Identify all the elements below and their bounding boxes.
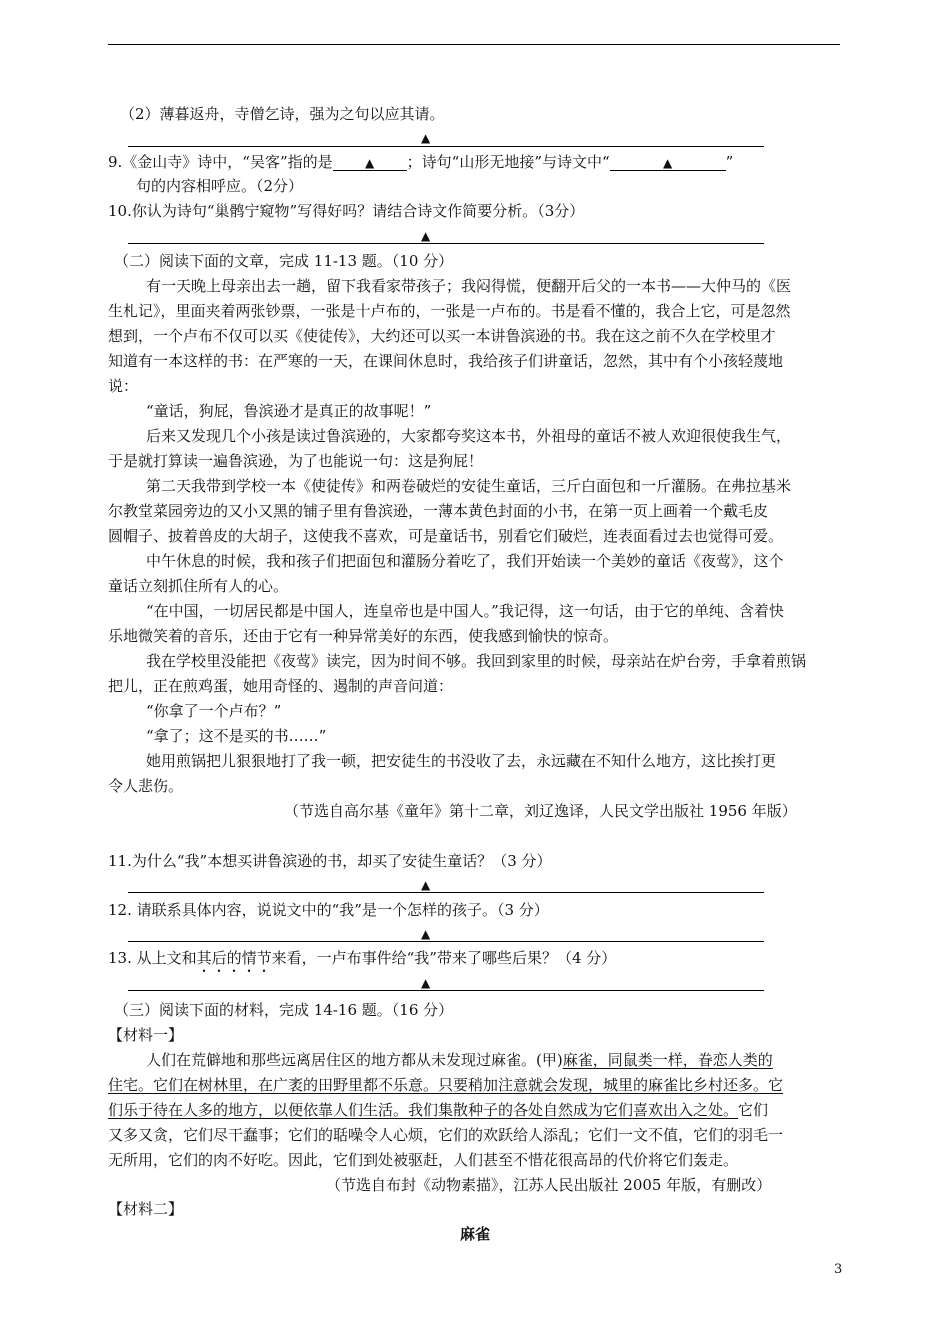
passage-line: 乐地微笑着的音乐，还由于它有一种异常美好的东西，使我感到愉快的惊奇。: [108, 627, 619, 645]
question-11: 11.为什么“我”本想买讲鲁滨逊的书，却买了安徒生童话？（3 分）: [108, 852, 552, 870]
passage-line: 生札记》，里面夹着两张钞票，一张是十卢布的，一张是一卢布的。书是看不懂的，我合上它，可是忽然: [108, 302, 791, 320]
question-10: 10.你认为诗句“巢鹘宁窥物”写得好吗？请结合诗文作简要分析。（3分）: [108, 202, 585, 220]
passage-line: “在中国，一切居民都是中国人，连皇帝也是中国人。”我记得，这一句话，由于它的单纯、含着快: [146, 602, 784, 620]
question-9-text-1: 9.《金山寺》诗中，“吴客”指的是: [108, 153, 333, 171]
material-2-label: 【材料二】: [108, 1200, 184, 1218]
answer-marker-icon: ▲: [421, 131, 431, 145]
passage-line: 她用煎锅把儿狠狠地打了我一顿，把安徒生的书没收了去，永远藏在不知什么地方，这比挨打更: [146, 752, 777, 770]
section-3-heading: （三）阅读下面的材料，完成 14-16 题。（16 分）: [114, 1001, 454, 1019]
material-1-line-5: 无所用，它们的肉不好吃。因此，它们到处被驱赶，人们甚至不惜花很高昂的代价将它们轰走。: [108, 1151, 739, 1169]
answer-marker-icon: ▲: [365, 156, 375, 170]
blank-9-2[interactable]: [610, 154, 726, 171]
passage-line: “你拿了一个卢布？”: [146, 702, 282, 720]
question-13-prefix: 13. 从上文和: [108, 949, 197, 967]
question-12: 12. 请联系具体内容，说说文中的“我”是一个怎样的孩子。（3 分）: [108, 901, 549, 919]
passage-line: 把儿，正在煎鸡蛋，她用奇怪的、遏制的声音问道：: [108, 677, 454, 695]
material-1-text: 人们在荒僻地和那些远离居住区的地方都从未发现过麻雀。(甲): [146, 1051, 563, 1069]
passage-line: 第二天我带到学校一本《使徒传》和两卷破烂的安徒生童话，三斤白面包和一斤灌肠。在弗拉基米: [146, 477, 792, 495]
passage-line: 中午休息的时候，我和孩子们把面包和灌肠分着吃了，我们开始读一个美妙的童话《夜莺》，这个: [146, 552, 784, 570]
passage-line: “拿了；这不是买的书……”: [146, 727, 327, 745]
question-9-text-3: ”: [725, 153, 734, 171]
question-9-line-2: 句的内容相呼应。（2分）: [136, 177, 304, 195]
passage-line: 知道有一本这样的书：在严寒的一天，在课间休息时，我给孩子们讲童话，忽然，其中有个小孩轻蔑地: [108, 352, 784, 370]
material-2-title: 麻雀: [460, 1225, 491, 1243]
blank-9-1[interactable]: [333, 154, 407, 171]
answer-marker-icon: ▲: [421, 878, 431, 892]
material-1-line-2: [108, 1075, 783, 1095]
material-1-source: （节选自布封《动物素描》，江苏人民出版社 2005 年版，有删改）: [326, 1176, 772, 1194]
section-2-heading: （二）阅读下面的文章，完成 11-13 题。（10 分）: [114, 252, 454, 270]
material-1-line-1: [146, 1050, 773, 1070]
material-1-text: 它们: [738, 1101, 769, 1119]
answer-marker-icon: ▲: [421, 976, 431, 990]
passage-line: 后来又发现几个小孩是读过鲁滨逊的，大家都夸奖这本书，外祖母的童话不被人欢迎很使我生气，: [146, 427, 792, 445]
page-number: 3: [834, 1262, 843, 1277]
answer-marker-icon: ▲: [421, 927, 431, 941]
passage-line: 尔教堂菜园旁边的又小又黑的铺子里有鲁滨逊，一薄本黄色封面的小书，在第一页上画着一个戴毛皮: [108, 502, 769, 520]
question-13-suffix: 来看，一卢布事件给“我”带来了哪些后果？（4 分）: [271, 949, 617, 967]
question-13-emphasis: 其后的情节: [196, 949, 272, 967]
passage-line: 童话立刻抓住所有人的心。: [108, 577, 289, 595]
passage-line: 于是就打算读一遍鲁滨逊，为了也能说一句：这是狗屁！: [108, 452, 484, 470]
passage-line: 圆帽子、披着兽皮的大胡子，这使我不喜欢，可是童话书，别看它们破烂，连表面看过去也觉得可爱。: [108, 527, 784, 545]
answer-marker-icon: ▲: [421, 229, 431, 243]
answer-line-10: [128, 243, 764, 244]
question-9: [108, 152, 733, 172]
material-1-underlined: 麻雀，同鼠类一样，眷恋人类的: [562, 1051, 773, 1069]
answer-line-11: [128, 892, 764, 893]
material-1-line-4: 又多又贪，它们尽干蠢事；它们的聒噪令人心烦，它们的欢跃给人添乱；它们一文不值，它们的羽毛一: [108, 1126, 784, 1144]
answer-marker-icon: ▲: [663, 156, 673, 170]
answer-line-8-2: [128, 146, 764, 147]
material-1-line-3: [108, 1100, 768, 1120]
material-1-label: 【材料一】: [108, 1026, 184, 1044]
question-9-text-2: ；诗句“山形无地接”与诗文中“: [406, 153, 610, 171]
material-1-underlined: 住宅。它们在树林里，在广袤的田野里都不乐意。只要稍加注意就会发现，城里的麻雀比乡村还多。它: [108, 1076, 784, 1094]
material-1-underlined: 们乐于待在人多的地方，以便依靠人们生活。我们集散种子的各处自然成为它们喜欢出入之处。: [108, 1101, 739, 1119]
passage-line: “童话，狗屁，鲁滨逊才是真正的故事呢！”: [146, 402, 432, 420]
question-8-2: （2）薄暮返舟，寺僧乞诗，强为之句以应其请。: [120, 105, 445, 123]
passage-source: （节选自高尔基《童年》第十二章，刘辽逸译，人民文学出版社 1956 年版）: [284, 802, 797, 820]
passage-line: 想到，一个卢布不仅可以买《使徒传》，大约还可以买一本讲鲁滨逊的书。我在这之前不久在学校里才: [108, 327, 776, 345]
passage-line: 说：: [108, 377, 139, 395]
passage-line: 有一天晚上母亲出去一趟，留下我看家带孩子；我闷得慌，便翻开后父的一本书——大仲马的《医: [146, 277, 792, 295]
answer-line-13: [128, 990, 764, 991]
passage-line: 令人悲伤。: [108, 777, 184, 795]
answer-line-12: [128, 941, 764, 942]
passage-line: 我在学校里没能把《夜莺》读完，因为时间不够。我回到家里的时候，母亲站在炉台旁，手拿着煎锅: [146, 652, 807, 670]
question-13: [108, 948, 616, 976]
header-rule: [108, 44, 840, 45]
